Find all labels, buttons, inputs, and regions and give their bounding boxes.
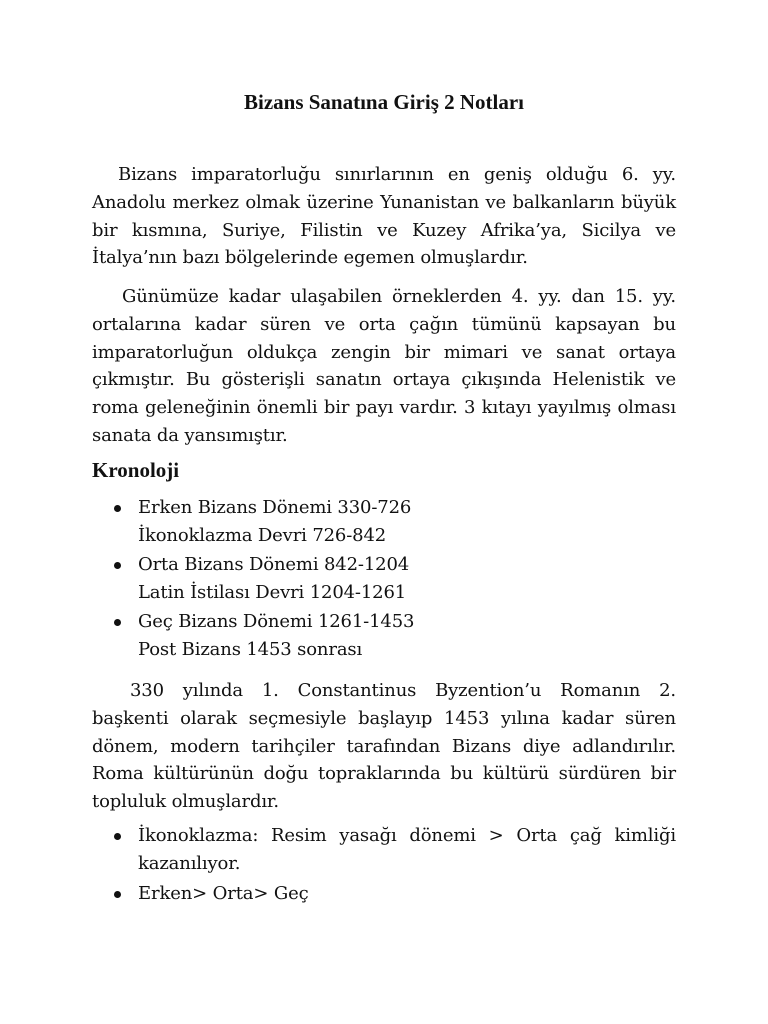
bullet-icon — [114, 891, 121, 898]
list-item — [92, 608, 676, 664]
notes-list — [92, 822, 676, 910]
chronology-list — [92, 494, 676, 665]
period-sub-label: Post Bizans 1453 sonrası — [138, 639, 363, 660]
period-sub-label: Latin İstilası Devri 1204-1261 — [138, 582, 407, 603]
list-item — [92, 822, 676, 878]
bullet-icon — [114, 505, 121, 512]
note-text: Erken> Orta> Geç — [138, 883, 309, 904]
period-label: Orta Bizans Dönemi 842-1204 — [138, 554, 410, 575]
list-item — [92, 494, 676, 550]
bullet-icon — [114, 833, 121, 840]
paragraph-borders: Bizans imparatorluğu sınırlarının en geniş olduğu 6. yy. Anadolu merkez olmak üzerine Yunanistan ve balkanların büyük bir kısmına, Suriye, Filistin ve Kuzey Afrika’ya, Sicilya ve İtalya’nın bazı bölgelerinde egemen olmuşlardır. — [92, 164, 676, 269]
document-title: Bizans Sanatına Giriş 2 Notları — [243, 90, 525, 114]
period-label: Geç Bizans Dönemi 1261-1453 — [138, 611, 415, 632]
bullet-icon — [114, 619, 121, 626]
paragraph-constantinus: 330 yılında 1. Constantinus Byzention’u Romanın 2. başkenti olarak seçmesiyle başlayıp 1453 yılına kadar süren dönem, modern tarihçiler tarafından Bizans diye adlandırılır. Roma kültürünün doğu topraklarında bu kültürü sürdüren bir topluluk olmuşlardır. — [92, 680, 676, 813]
paragraph-art-origins: Günümüze kadar ulaşabilen örneklerden 4. yy. dan 15. yy. ortalarına kadar süren ve orta çağın tümünü kapsayan bu imparatorluğun oldukça zengin bir mimari ve sanat ortaya çıkmıştır. Bu gösterişli sanatın ortaya çıkışında Helenistik ve roma geleneğinin önemli bir payı vardır. 3 kıtayı yayılmış olması sanata da yansımıştır. — [92, 286, 676, 446]
period-sub-label: İkonoklazma Devri 726-842 — [138, 525, 387, 546]
list-item — [92, 880, 676, 908]
kronoloji-heading: Kronoloji — [92, 458, 180, 482]
list-item — [92, 551, 676, 607]
note-text: İkonoklazma: Resim yasağı dönemi > Orta çağ kimliği kazanılıyor. — [138, 825, 676, 874]
bullet-icon — [114, 562, 121, 569]
period-label: Erken Bizans Dönemi 330-726 — [138, 497, 412, 518]
